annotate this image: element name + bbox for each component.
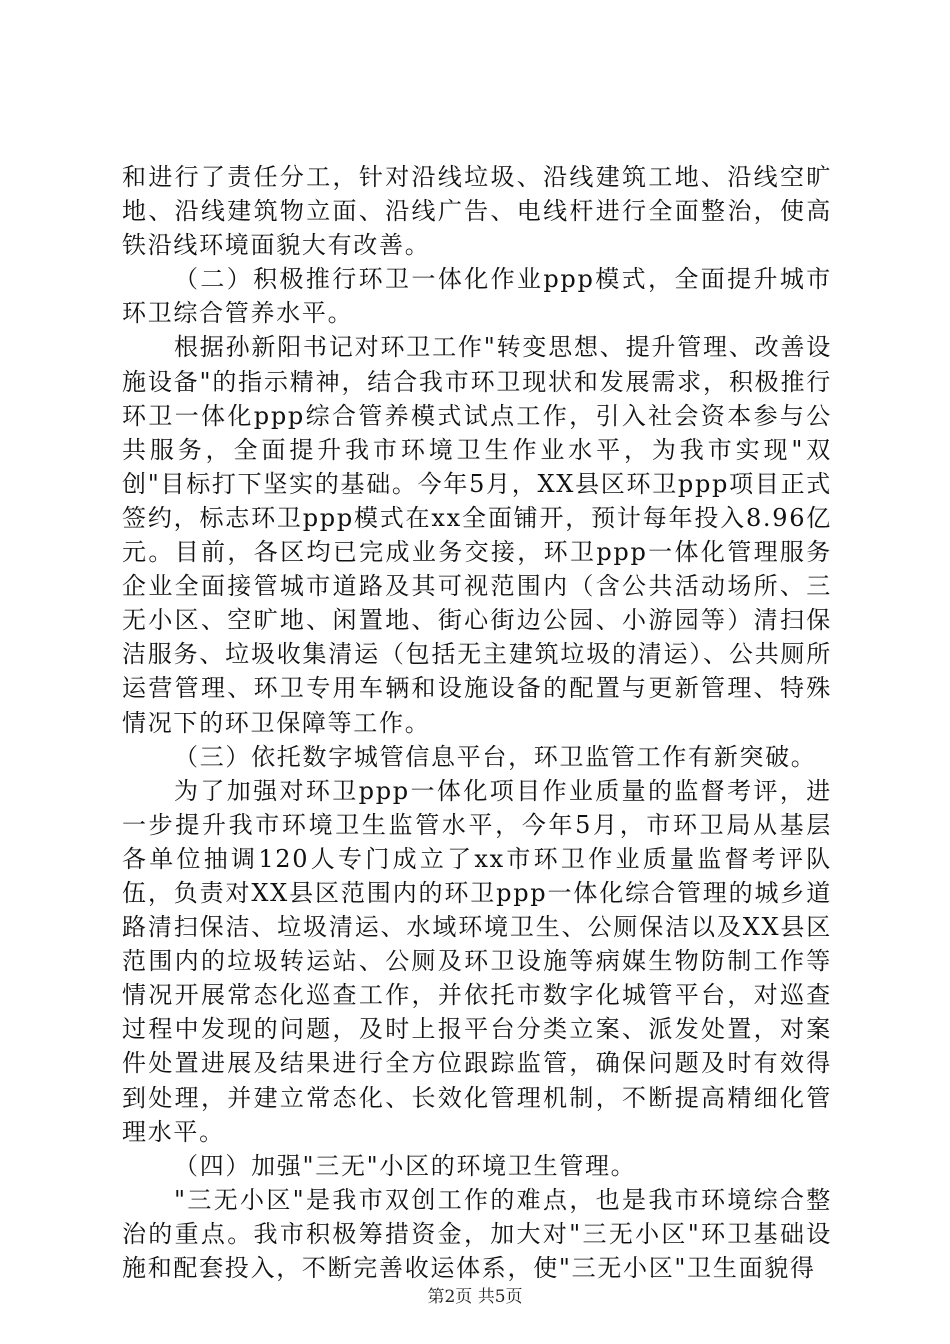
paragraph-three-no-communities: "三无小区"是我市双创工作的难点，也是我市环境综合整治的重点。我市积极筹措资金，加大对"三无小区"环卫基础设施和配套投入，不断完善收运体系，使"三无小区"卫生面貌得: [122, 1185, 832, 1282]
section-heading-4: （四）加强"三无"小区的环境卫生管理。: [174, 1151, 637, 1180]
section-heading-2: （二）积极推行环卫一体化作业ppp模式，全面提升城市环卫综合管养水平。: [122, 265, 832, 328]
paragraph-supervision: 为了加强对环卫ppp一体化项目作业质量的监督考评，进一步提升我市环境卫生监管水平，今年5月，市环卫局从基层各单位抽调120人专门成立了xx市环卫作业质量监督考评队伍，负责对XX县区范围内的环卫ppp一体化综合管理的城乡道路清扫保洁、垃圾清运、水域环境卫生、公厕保洁以及XX县区范围内的垃圾转运站、公厕及环卫设施等病媒生物防制工作等情况开展常态化巡查工作，并依托市数字化城管平台，对巡查过程中发现的问题，及时上报平台分类立案、派发处置，对案件处置进展及结果进行全方位跟踪监管，确保问题及时有效得到处理，并建立常态化、长效化管理机制，不断提高精细化管理水平。: [122, 776, 832, 1146]
paragraph-continuation: 和进行了责任分工，针对沿线垃圾、沿线建筑工地、沿线空旷地、沿线建筑物立面、沿线广告、电线杆进行全面整治，使高铁沿线环境面貌大有改善。: [122, 163, 832, 260]
page-number-footer: 第2页 共5页: [427, 1287, 523, 1307]
paragraph-ppp-mode: 根据孙新阳书记对环卫工作"转变思想、提升管理、改善设施设备"的指示精神，结合我市环卫现状和发展需求，积极推行环卫一体化ppp综合管养模式试点工作，引入社会资本参与公共服务，全面提升我市环境卫生作业水平，为我市实现"双创"目标打下坚实的基础。今年5月，XX县区环卫ppp项目正式签约，标志环卫ppp模式在xx全面铺开，预计每年投入8.96亿元。目前，各区均已完成业务交接，环卫ppp一体化管理服务企业全面接管城市道路及其可视范围内（含公共活动场所、三无小区、空旷地、闲置地、街心街边公园、小游园等）清扫保洁服务、垃圾收集清运（包括无主建筑垃圾的清运）、公共厕所运营管理、环卫专用车辆和设施设备的配置与更新管理、特殊情况下的环卫保障等工作。: [122, 333, 832, 737]
section-heading-3: （三）依托数字城管信息平台，环卫监管工作有新突破。: [174, 742, 817, 771]
document-body: [122, 160, 832, 1285]
